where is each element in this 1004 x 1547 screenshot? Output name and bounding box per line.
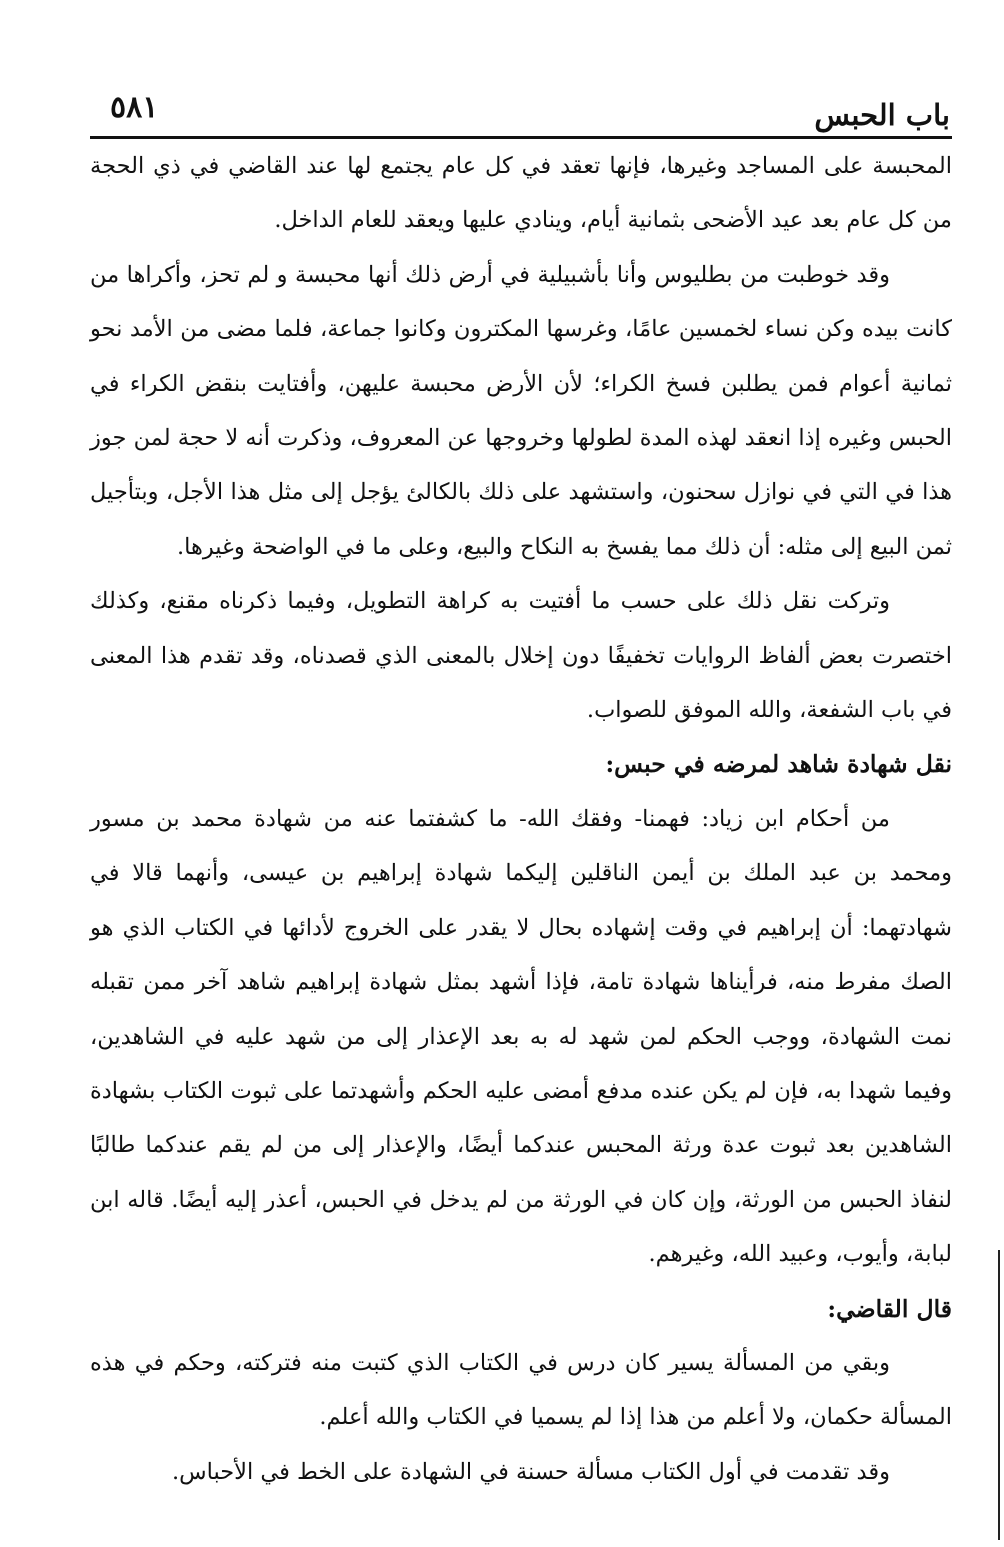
section-heading-witness-transfer: نقل شهادة شاهد لمرضه في حبس:: [605, 750, 952, 779]
paragraph-waqf-annual-lease: المحبسة على المساجد وغيرها، فإنها تعقد في كل عام يجتمع لها عند القاضي في ذي الحجة من كل عام بعد عيد الأضحى بثمانية أيام، وينادي عليها ويعقد للعام الداخل.: [90, 153, 952, 234]
body-text: [90, 139, 952, 1499]
paragraph-ibn-ziyad-ruling: من أحكام ابن زياد: فهمنا- وفقك الله- ما كشفتما عنه من شهادة محمد بن مسور ومحمد بن عبد الملك بن أيمن الناقلين إليكما شهادة إبراهيم بن عيسى، وأنهما قالا في شهادتهما: أن إبراهيم في وقت إشهاده بحال لا يقدر على الخروج لأدائها في الكتاب الذي هو الصك مفرط منه، فرأيناها شهادة تامة، فإذا أشهد بمثل شهادة إبراهيم شاهد آخر ممن تقبله نمت الشهادة، ووجب الحكم لمن شهد له به بعد الإعذار إلى من شهد عليه في الشاهدين، وفيما شهدا به، فإن لم يكن عنده مدفع أمضى عليه الحكم وأشهدتما على ثبوت الكتاب بشهادة الشاهدين بعد ثبوت عدة ورثة المحبس عندكما أيضًا، والإعذار إلى من لم يقم عندكما طالبًا لنفاذ الحبس من الورثة، وإن كان في الورثة من لم يدخل في الحبس، أعذر إليه أيضًا. قاله ابن لبابة، وأيوب، وعبيد الله، وغيرهم.: [90, 805, 952, 1268]
page-number: ٥٨١: [110, 90, 159, 125]
page-header: [90, 88, 952, 139]
section-heading-qadi: قال القاضي:: [827, 1294, 952, 1323]
book-page: [90, 88, 952, 1488]
scan-page-edge: [998, 1250, 1000, 1540]
running-title: باب الحبس: [814, 98, 950, 132]
paragraph-cross-reference: وقد تقدمت في أول الكتاب مسألة حسنة في الشهادة على الخط في الأحباس.: [171, 1458, 890, 1485]
paragraph-badajoz-fatwa: وقد خوطبت من بطليوس وأنا بأشبيلية في أرض ذلك أنها محبسة و لم تحز، وأكراها من كانت بيده وكن نساء لخمسين عامًا، وغرسها المكترون وكانوا جماعة، فلما مضى من الأمد نحو ثمانية أعوام فمن يطلبن فسخ الكراء؛ لأن الأرض محبسة عليهن، وأفتايت بنقض الكراء في الحبس وغيره إذا انعقد لهذه المدة لطولها وخروجها عن المعروف، وذكرت أنه لا حجة لمن جوز هذا في التي في نوازل سحنون، واستشهد على ذلك بالكالئ يؤجل إلى مثل هذا الأجل، وبتأجيل ثمن البيع إلى مثله: أن ذلك مما يفسخ به النكاح والبيع، وعلى ما في الواضحة وغيرها.: [90, 261, 953, 560]
paragraph-abridgement-note: وتركت نقل ذلك على حسب ما أفتيت به كراهة التطويل، وفيما ذكرناه مقنع، وكذلك اختصرت بعض ألفاظ الروايات تخفيفًا دون إخلال بالمعنى الذي قصدناه، وقد تقدم هذا المعنى في باب الشفعة، والله الموفق للصواب.: [90, 588, 952, 724]
paragraph-qadi-remark: وبقي من المسألة يسير كان درس في الكتاب الذي كتبت منه فتركته، وحكم في هذه المسألة حكمان، ولا أعلم من هذا إذا لم يسميا في الكتاب والله أعلم.: [90, 1349, 952, 1431]
